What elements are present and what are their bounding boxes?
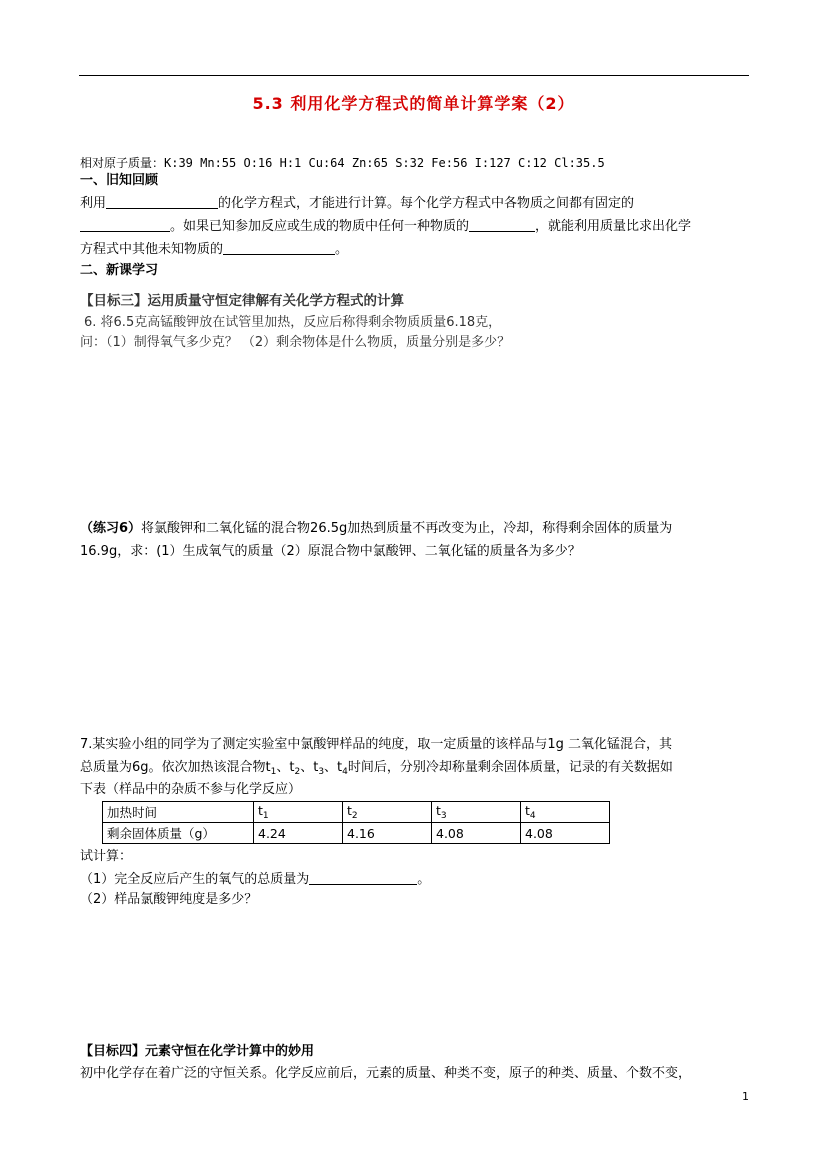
review-text: 的化学方程式，才能进行计算。每个化学方程式中各物质之间都有固定的 [218,196,635,211]
fill-blank[interactable] [106,194,218,209]
goal4-text: 初中化学存在着广泛的守恒关系。化学反应前后，元素的质量、种类不变，原子的种类、质量、个数不变， [80,1066,692,1081]
question7-line1: 7.某实验小组的同学为了测定实验室中氯酸钾样品的纯度，取一定质量的该样品与1g 二氧化锰混合，其 [80,737,673,752]
goal4-title: 【目标四】元素守恒在化学计算中的妙用 [80,1044,315,1059]
atomic-masses: 相对原子质量：K:39 Mn:55 O:16 H:1 Cu:64 Zn:65 S:32 Fe:56 I:127 C:12 Cl:35.5 [80,156,605,170]
table-cell: 加热时间 [103,802,254,823]
question7-text: 时间后，分别冷却称量剩余固体质量，记录的有关数据如 [347,760,673,775]
question7-line3: 下表（样品中的杂质不参与化学反应） [80,782,302,797]
review-text: 方程式中其他未知物质的 [80,242,224,257]
table-cell: 剩余固体质量（g） [103,823,254,844]
calc-question-1 [80,870,430,889]
table-row [103,823,610,844]
calc-question-2: （2）样品氯酸钾纯度是多少？ [80,892,258,907]
exercise6-line1 [80,520,672,538]
fill-blank[interactable] [309,870,417,885]
fill-blank[interactable] [469,217,535,232]
table-row [103,802,610,823]
review-text: 。如果已知参加反应或生成的物质中任何一种物质的 [170,219,470,234]
question7-line2: 总质量为6g。依次加热该混合物$t_1$、$t_2$、$t_3$、$t_4$时间后，分别冷却称量剩余固体质量，记录的有关数据如 [80,760,673,777]
table-cell: 4.16 [343,823,432,844]
exercise6-line2: 16.9g，求：(1）生成氧气的质量（2）原混合物中氯酸钾、二氧化锰的质量各为多少？ [80,544,581,559]
calc-label: 试计算： [80,849,133,864]
section1-heading: 一、旧知回顾 [80,173,159,188]
header-rule [79,75,749,76]
table-cell: 4.08 [432,823,521,844]
calc-text: 。 [417,872,431,887]
review-line-3 [80,240,348,259]
exercise6-label: （练习6） [80,521,142,536]
page-number: 1 [742,1090,749,1103]
review-text: 。 [335,242,349,257]
review-line-1 [80,194,634,213]
table-cell: $t_1$ [254,802,343,823]
page-title: 5.3 利用化学方程式的简单计算学案（2） [252,94,575,113]
question6-line2: 问：（1）制得氧气多少克？ （2）剩余物体是什么物质，质量分别是多少？ [80,335,511,350]
review-text: ，就能利用质量比求出化学 [535,219,692,234]
calc-text: （1）完全反应后产生的氧气的总质量为 [80,872,310,887]
table-cell: $t_3$ [432,802,521,823]
question6-line1: 6. 将6.5克高锰酸钾放在试管里加热，反应后称得剩余物质质量6.18克， [84,315,502,330]
goal3-title: 【目标三】运用质量守恒定律解有关化学方程式的计算 [80,293,404,309]
table-cell: $t_4$ [521,802,610,823]
data-table [102,801,610,844]
exercise6-text: 将氯酸钾和二氧化锰的混合物26.5g加热到质量不再改变为止，冷却，称得剩余固体的质量为 [141,521,673,536]
table-cell: 4.08 [521,823,610,844]
review-line-2 [80,217,691,236]
fill-blank[interactable] [80,217,170,232]
review-text: 利用 [80,196,107,211]
table-cell: 4.24 [254,823,343,844]
fill-blank[interactable] [223,240,335,255]
question7-text: 总质量为6g。依次加热该混合物t [80,760,271,775]
section2-heading: 二、新课学习 [80,263,159,278]
table-cell: $t_2$ [343,802,432,823]
